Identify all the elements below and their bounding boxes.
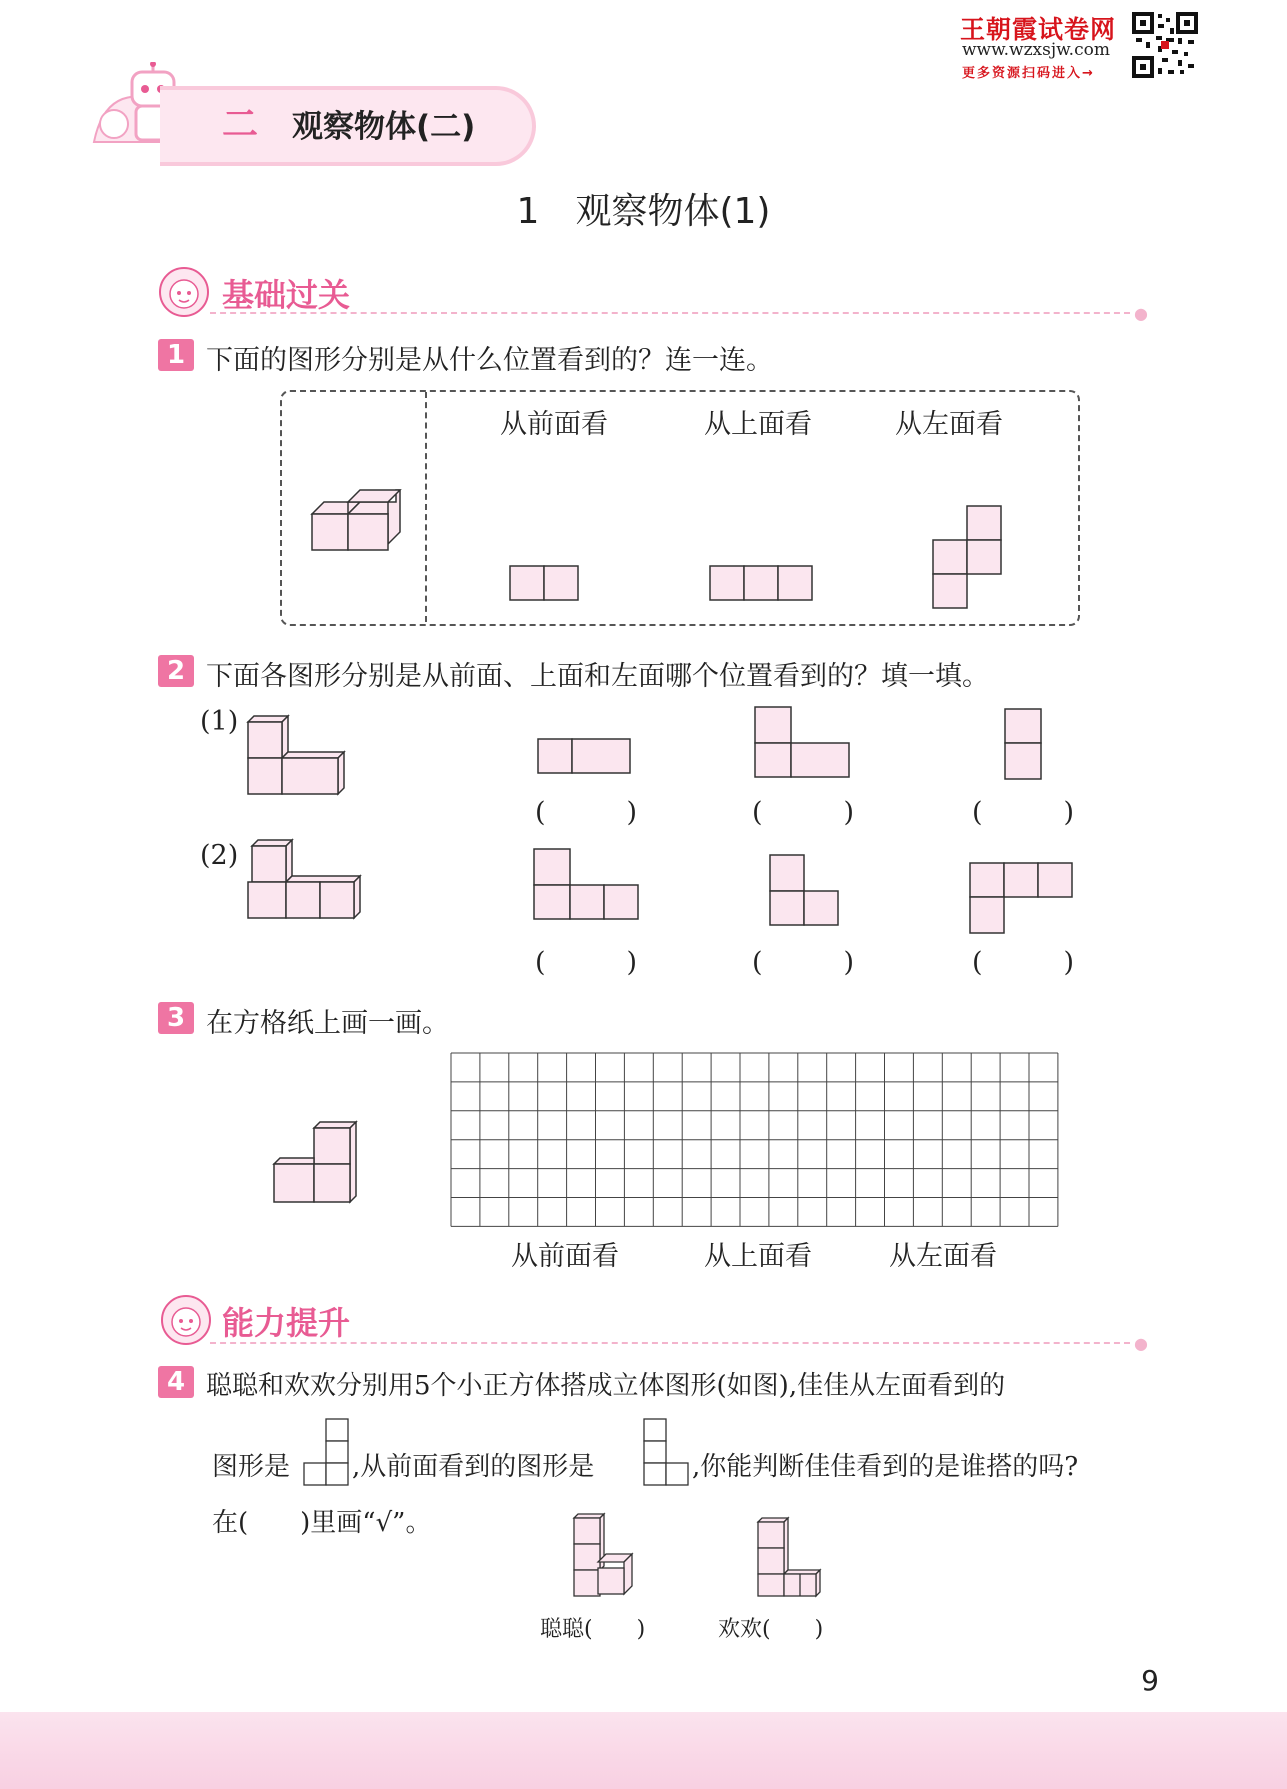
chapter-number: 二	[222, 104, 259, 145]
answer-blank[interactable]: ( )	[535, 797, 638, 828]
view-label-top: 从上面看	[704, 409, 812, 440]
question-text: 在方格纸上画一画。	[206, 1008, 449, 1039]
grid-label-top: 从上面看	[704, 1241, 812, 1272]
answer-blank[interactable]: ( )	[972, 797, 1075, 828]
question-text-part: 图形是	[212, 1452, 291, 1482]
q3-solid-figure	[272, 1118, 358, 1206]
q2-1-view-b	[754, 706, 852, 780]
q2-2-view-b	[769, 854, 841, 928]
grid-label-front: 从前面看	[511, 1241, 619, 1272]
question-number: 2	[158, 655, 194, 687]
section-title-basic: 基础过关	[222, 276, 351, 314]
option-huanhuan[interactable]: 欢欢( )	[718, 1617, 824, 1642]
question-text: 下面各图形分别是从前面、上面和左面哪个位置看到的？填一填。	[206, 661, 989, 692]
part-label: (1)	[200, 706, 239, 737]
question-text-part: ,从前面看到的图形是	[352, 1452, 595, 1482]
q2-1-view-a	[537, 738, 633, 776]
q2-2-solid-figure	[244, 838, 362, 922]
question-text: 下面的图形分别是从什么位置看到的？连一连。	[206, 345, 773, 376]
answer-blank[interactable]: ( )	[972, 947, 1075, 978]
divider-dots-icon: ●	[1134, 304, 1148, 323]
q2-2-view-a	[533, 848, 641, 922]
section-divider	[210, 1342, 1130, 1344]
footer-band	[0, 1712, 1287, 1789]
option-congcong[interactable]: 聪聪( )	[540, 1617, 646, 1642]
grid-paper[interactable]	[450, 1052, 1060, 1228]
part-label: (2)	[200, 840, 239, 871]
q2-1-solid-figure	[244, 712, 348, 796]
huanhuan-solid-figure	[756, 1516, 822, 1598]
question-number: 3	[158, 1002, 194, 1034]
answer-blank[interactable]: ( )	[752, 797, 855, 828]
q1-solid-figure	[308, 486, 408, 552]
grid-label-left: 从左面看	[889, 1241, 997, 1272]
brand-name: 王朝霞试卷网	[960, 15, 1117, 44]
brand-tagline: 更多资源扫码进入→	[962, 66, 1095, 81]
brand-url: www.wzxsjw.com	[962, 40, 1110, 60]
q1-box-divider	[425, 392, 427, 622]
congcong-solid-figure	[572, 1512, 634, 1598]
section-divider	[210, 312, 1130, 314]
question-number: 4	[158, 1366, 194, 1398]
q1-view-three-squares	[709, 565, 815, 603]
left-view-figure	[302, 1418, 352, 1486]
answer-blank[interactable]: ( )	[752, 947, 855, 978]
answer-blank[interactable]: ( )	[535, 947, 638, 978]
view-label-front: 从前面看	[500, 409, 608, 440]
section-title-advanced: 能力提升	[222, 1304, 351, 1342]
view-label-left: 从左面看	[895, 409, 1003, 440]
q2-2-view-c	[969, 862, 1077, 936]
q2-1-view-c	[1004, 708, 1044, 782]
question-text: 聪聪和欢欢分别用5个小正方体搭成立体图形(如图),佳佳从左面看到的	[206, 1371, 1006, 1401]
lesson-title: 1 观察物体(1)	[516, 191, 771, 232]
divider-dots-icon: ●	[1134, 1334, 1148, 1353]
girl-avatar-icon	[158, 266, 210, 318]
chapter-title: 观察物体(二)	[292, 109, 476, 145]
q1-view-zigzag	[932, 505, 1004, 611]
qr-code-icon	[1132, 12, 1198, 78]
girl-avatar-icon	[160, 1294, 212, 1346]
question-number: 1	[158, 339, 194, 371]
q1-view-two-squares	[509, 565, 581, 603]
question-text-part: ,你能判断佳佳看到的是谁搭的吗?	[692, 1452, 1079, 1482]
page-number: 9	[1141, 1664, 1159, 1697]
front-view-figure	[642, 1418, 692, 1486]
question-text: 在( )里画“√”。	[212, 1508, 432, 1538]
